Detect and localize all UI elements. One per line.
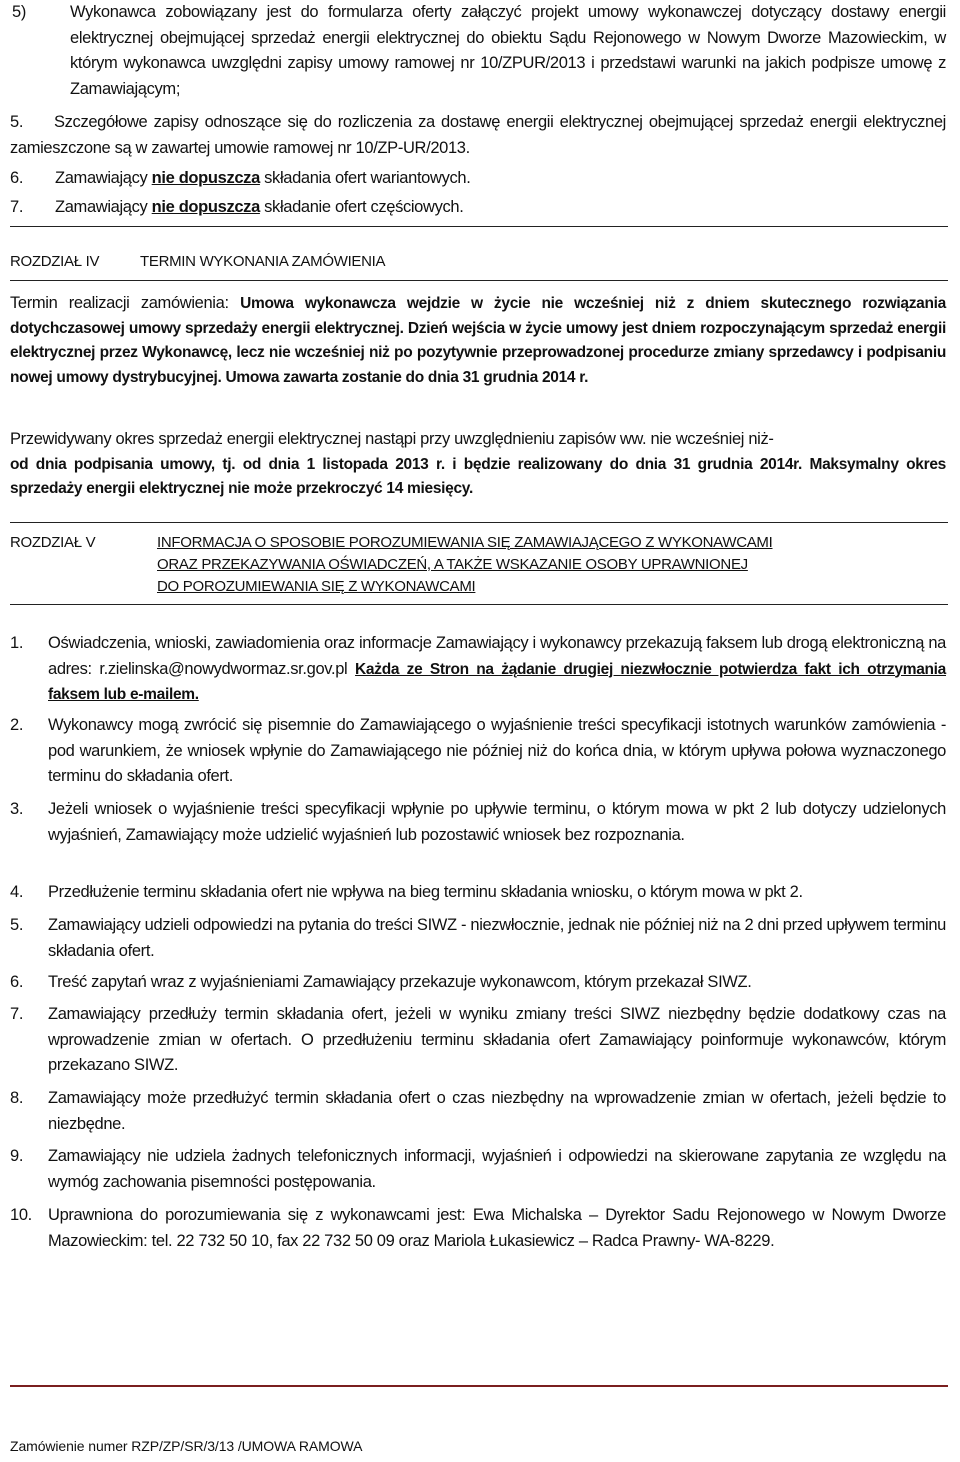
paragraph-5 xyxy=(10,110,946,162)
item-number: 5. xyxy=(10,916,24,934)
text-run: Zamawiający xyxy=(55,198,152,216)
item-text: Jeżeli wniosek o wyjaśnienie treści specyfikacji wpłynie po upływie terminu, o którym mowa w pkt 2 lub dotyczy udzielonych wyjaśnień, Zamawiający może udzielić wyjaśnień lub pozostawić wniosek bez rozpoznania. xyxy=(48,800,946,844)
item-number: 10. xyxy=(10,1206,32,1224)
item-text: Treść zapytań wraz z wyjaśnieniami Zamawiający przekazuje wykonawcom, którym przekazał SIWZ. xyxy=(48,973,752,991)
chapter-4-paragraph-1 xyxy=(10,291,946,390)
item-number: 5. xyxy=(10,113,24,131)
chapter-5-title-line: DO POROZUMIEWANIA SIĘ Z WYKONAWCAMI xyxy=(157,578,476,595)
item-text: Zamawiający udzieli odpowiedzi na pytania do treści SIWZ - niezwłocznie, jednak nie później niż na 2 dni przed upływem terminu składania ofert. xyxy=(48,916,946,960)
item-number: 3. xyxy=(10,800,24,818)
section-divider xyxy=(10,280,948,281)
emphasis-text: nie dopuszcza xyxy=(151,198,260,216)
emphasis-text: nie dopuszcza xyxy=(151,169,260,187)
item-text: Zamawiający nie udziela żadnych telefonicznych informacji, wyjaśnień i odpowiedzi na skierowane zapytania ze względu na wymóg zachowania pisemności postępowania. xyxy=(48,1147,946,1191)
paragraph-text xyxy=(55,195,463,221)
section-divider xyxy=(10,522,948,523)
item-number: 7. xyxy=(10,1005,24,1023)
item-number: 4. xyxy=(10,883,24,901)
text-run: składania ofert wariantowych. xyxy=(259,169,471,187)
list-item-top xyxy=(10,0,946,102)
item-text: Zamawiający może przedłużyć termin składania ofert o czas niezbędny na wprowadzenie zmian w ofertach, jeżeli będzie to niezbędne. xyxy=(48,1089,946,1133)
paragraph-bold: Umowa wykonawcza wejdzie w życie nie wcześniej niż z dniem skutecznego rozwiązania dotychczasowej umowy sprzedaży energii elektrycznej. Dzień wejścia w życie umowy jest dniem rozpoczynającym sprzedaż energii elektrycznej przez Wykonawcę, lecz nie wcześniej niż po pozytywnie przeprowadzonej procedurze zmiany sprzedawcy i podpisaniu nowej umowy dystrybucyjnej. Umowa zawarta zostanie do dnia 31 grudnia 2014 r. xyxy=(10,295,946,386)
chapter-5-title xyxy=(157,532,773,598)
chapter-4-title: TERMIN WYKONANIA ZAMÓWIENIA xyxy=(140,253,386,270)
paragraph-body: Szczegółowe zapisy odnoszące się do rozliczenia za dostawę energii elektrycznej obejmującej sprzedaż energii elektrycznej zamieszczone są w zawartej umowie ramowej nr 10/ZP-UR/2013. xyxy=(10,113,946,157)
paragraph-text xyxy=(10,110,946,161)
footer-divider xyxy=(10,1385,948,1387)
paragraph-bold: od dnia podpisania umowy, tj. od dnia 1 listopada 2013 r. i będzie realizowany do dnia 31 grudnia 2014r. Maksymalny okres sprzedaży energii elektrycznej nie może przekroczyć 14 miesięcy. xyxy=(10,455,946,497)
chapter-4-label: ROZDZIAŁ IV xyxy=(10,253,100,270)
item-body: Oświadczenia, wnioski, zawiadomienia oraz informacje Zamawiający i wykonawcy przekazują faksem lub drogą elektroniczną na adres: r.zielinska@nowydwormaz.sr.gov.pl xyxy=(48,634,946,678)
footer-text: Zamówienie numer RZP/ZP/SR/3/13 /UMOWA RAMOWA xyxy=(10,1438,363,1454)
item-text: Zamawiający przedłuży termin składania ofert, jeżeli w wyniku zmiany treści SIWZ niezbędny będzie dodatkowy czas na wprowadzenie zmian w ofertach. O przedłużeniu terminu składania ofert Zamawiający poinformuje wykonawców, którym przekazano SIWZ. xyxy=(48,1005,946,1074)
section-divider xyxy=(10,604,948,605)
paragraph-7 xyxy=(10,195,946,221)
paragraph-intro: Termin realizacji zamówienia: xyxy=(10,294,241,312)
paragraph-6 xyxy=(10,166,946,192)
item-text xyxy=(48,631,946,708)
item-text: Wykonawcy mogą zwrócić się pisemnie do Zamawiającego o wyjaśnienie treści specyfikacji istotnych warunków zamówienia - pod warunkiem, że wniosek wpłynie do Zamawiającego nie później niż do końca dnia, w którym upływa połowa wyznaczonego terminu do składania ofert. xyxy=(48,716,946,785)
item-number: 6. xyxy=(10,973,24,991)
paragraph-intro: Przewidywany okres sprzedaż energii elektrycznej nastąpi przy uwzględnieniu zapisów ww. nie wcześniej niż- xyxy=(10,430,774,448)
chapter-5-label: ROZDZIAŁ V xyxy=(10,534,96,551)
paragraph-text xyxy=(55,166,470,192)
section-divider xyxy=(10,226,948,227)
item-text: Wykonawca zobowiązany jest do formularza oferty załączyć projekt umowy wykonawczej dotyczący dostawy energii elektrycznej obejmującej sprzedaż energii elektrycznej do obiektu Sądu Rejonowego w Nowym Dworze Mazowieckim, w którym wykonawca uwzględni zapisy umowy ramowej nr 10/ZPUR/2013 i przedstawi warunki na jakich podpisze umowę z Zamawiającym; xyxy=(70,3,946,98)
text-run: Zamawiający xyxy=(55,169,152,187)
item-text: Uprawniona do porozumiewania się z wykonawcami jest: Ewa Michalska – Dyrektor Sadu Rejonowego w Nowym Dworze Mazowieckim: tel. 22 732 50 10, fax 22 732 50 09 oraz Mariola Łukasiewicz – Radca Prawny- WA-8229. xyxy=(48,1206,946,1250)
chapter-5-title-line: ORAZ PRZEKAZYWANIA OŚWIADCZEŃ, A TAKŻE WSKAZANIE OSOBY UPRAWNIONEJ xyxy=(157,556,748,573)
item-number: 2. xyxy=(10,716,24,734)
item-number: 8. xyxy=(10,1089,24,1107)
item-number: 7. xyxy=(10,198,24,216)
item-number: 9. xyxy=(10,1147,24,1165)
chapter-4-paragraph-2 xyxy=(10,427,946,502)
item-number: 1. xyxy=(10,634,24,652)
text-run: składanie ofert częściowych. xyxy=(259,198,464,216)
chapter-5-title-line: INFORMACJA O SPOSOBIE POROZUMIEWANIA SIĘ ZAMAWIAJĄCEGO Z WYKONAWCAMI xyxy=(157,534,773,551)
item-number: 6. xyxy=(10,169,24,187)
item-number: 5) xyxy=(12,3,26,21)
item-text: Przedłużenie terminu składania ofert nie wpływa na bieg terminu składania wniosku, o którym mowa w pkt 2. xyxy=(48,883,803,901)
item-emphasis: Każda ze Stron na żądanie drugiej niezwłocznie potwierdza fakt ich otrzymania faksem lub e-mailem. xyxy=(48,660,947,703)
